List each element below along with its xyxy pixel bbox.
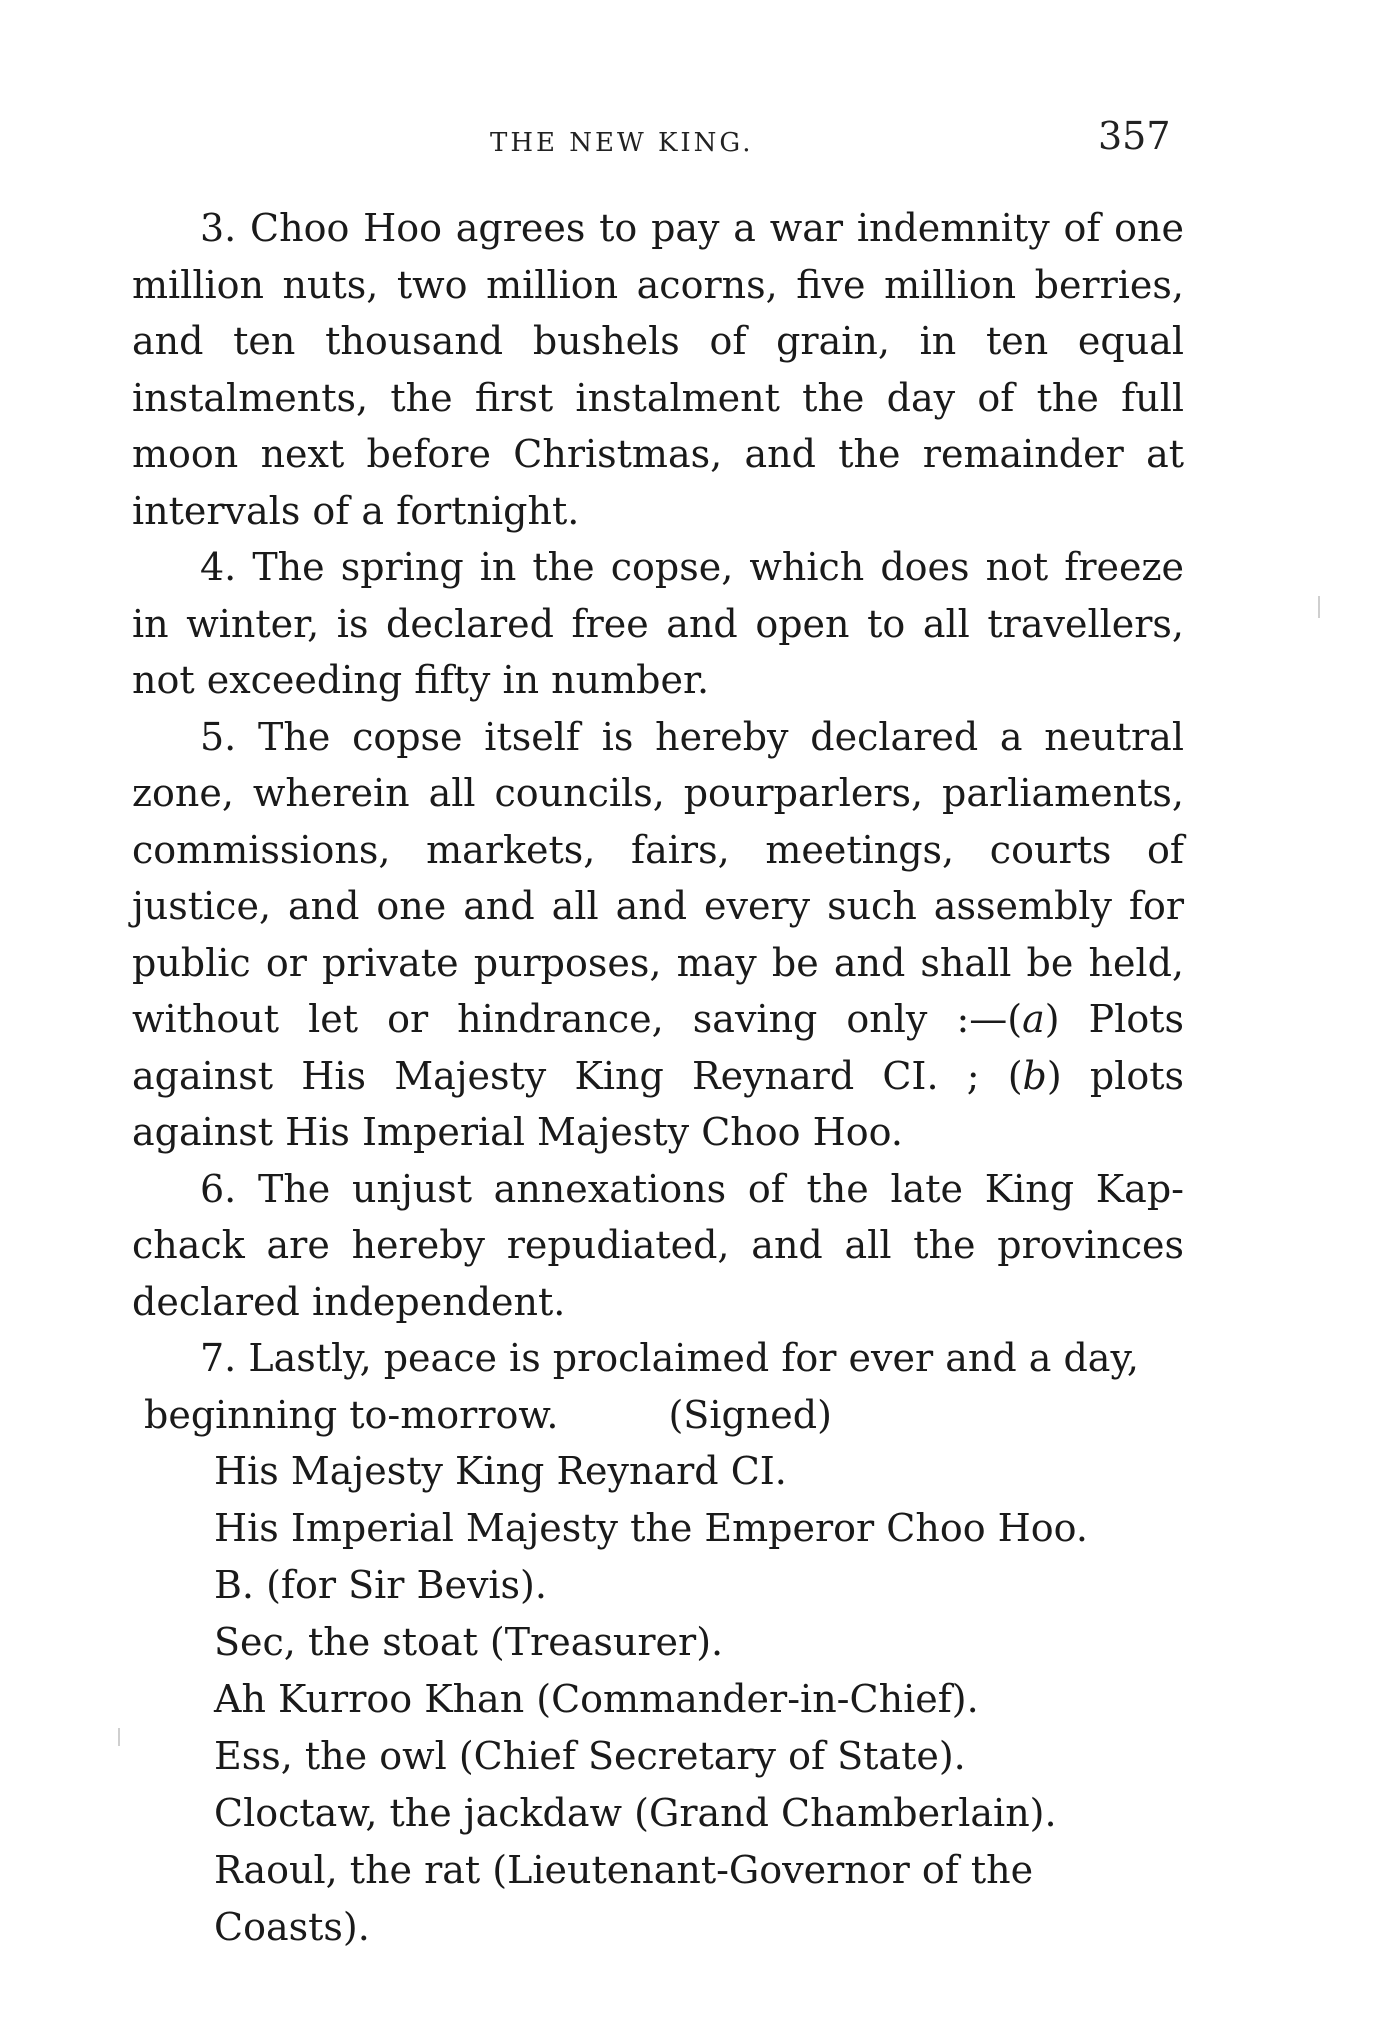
clause-4: 4. The spring in the copse, which does not freeze in winter, is declared free and open to all travellers, not exceeding fifty in number. (132, 545, 1184, 702)
signatory: His Imperial Majesty the Emperor Choo Hoo. (214, 1506, 1088, 1550)
scan-mark (1318, 596, 1320, 618)
clause-5-text-end: ) plots against His Imperial Majesty Choo Hoo. (132, 1053, 1184, 1154)
signatory: Sec, the stoat (Treasurer). (214, 1620, 724, 1664)
signed-label: (Signed) (668, 1392, 832, 1437)
page-number: 357 (1098, 114, 1171, 158)
running-title: THE NEW KING. (490, 128, 754, 158)
clause-5 (132, 709, 1184, 1161)
clause-5-mark-a: a (1022, 997, 1045, 1041)
clause-5-text-middle: ) Plots against His Majesty King Reynard CI. ; ( (132, 997, 1184, 1098)
clause-3: 3. Choo Hoo agrees to pay a war indemnity of one million nuts, two million acorns, five million berries, and ten thousand bushels of grain, in ten equal instalments, the first instalment the day of the full moon next before Christmas, and the remainder at intervals of a fortnight. (132, 206, 1184, 533)
clause-6: 6. The unjust annexations of the late King Kap-chack are hereby repudiated, and all the provinces declared independent. (132, 1166, 1184, 1324)
signatory: Ess, the owl (Chief Secretary of State). (214, 1734, 966, 1778)
scan-mark (118, 1728, 120, 1746)
signatory: Ah Kurroo Khan (Commander-in-Chief). (214, 1677, 979, 1721)
signed-line-text: beginning to-morrow. (144, 1392, 559, 1437)
clause-5-text-start: 5. The copse itself is hereby declared a neutral zone, wherein all councils, pourparlers, parliaments, commissions, markets, fairs, meetings, courts of justice, and one and all and every such assembly for public or private purposes, may be and shall be held, without let or hindrance, saving only :—( (132, 714, 1184, 1041)
clause-7: 7. Lastly, peace is proclaimed for ever and a day, (200, 1336, 1139, 1380)
body-text (132, 200, 1184, 1956)
signatory: Cloctaw, the jackdaw (Grand Chamberlain). (214, 1791, 1057, 1835)
signatory: Raoul, the rat (Lieutenant-Governor of the Coasts). (214, 1848, 1034, 1949)
clause-5-mark-b: b (1022, 1053, 1047, 1098)
signed-line (132, 1387, 1184, 1444)
signatory: His Majesty King Reynard CI. (214, 1449, 787, 1493)
signatory: B. (for Sir Bevis). (214, 1563, 547, 1607)
signatory-list (132, 1443, 1184, 1956)
